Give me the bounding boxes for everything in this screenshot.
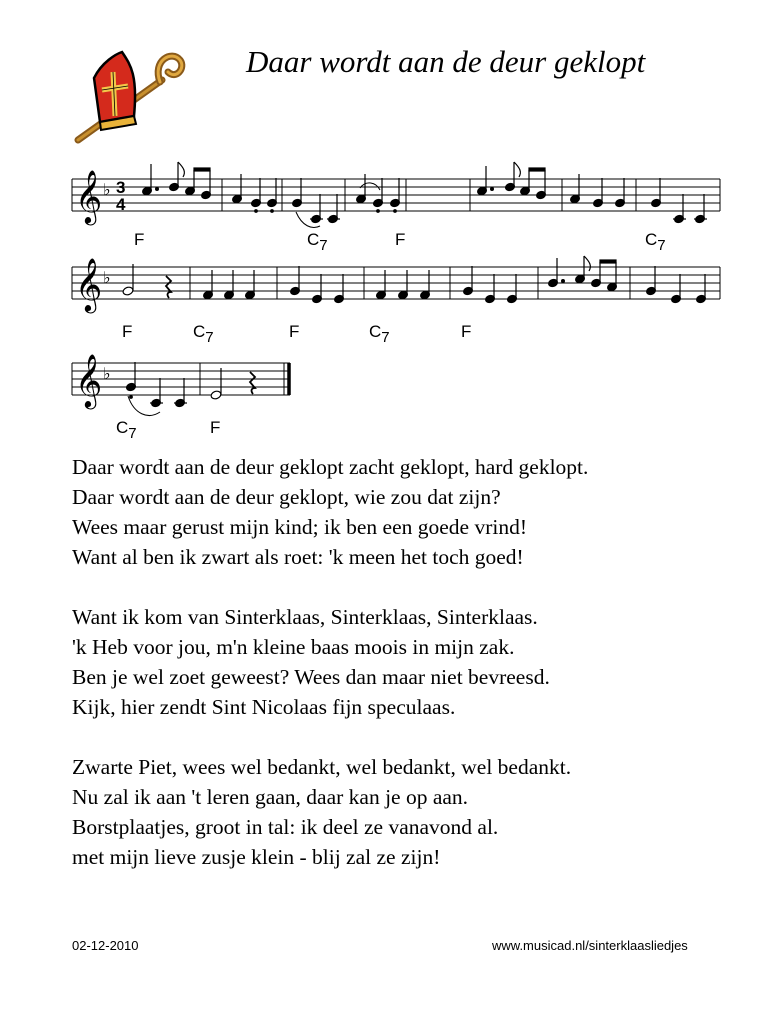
treble-clef-icon: 𝄞 bbox=[75, 257, 103, 311]
flat-icon: ♭ bbox=[103, 268, 111, 287]
lyric-line: Want ik kom van Sinterklaas, Sinterklaas, Sinterklaas. bbox=[72, 605, 538, 629]
chord-label: F bbox=[134, 230, 145, 249]
lyric-line: Borstplaatjes, groot in tal: ik deel ze vanavond al. bbox=[72, 815, 499, 839]
notes-system-3 bbox=[126, 362, 255, 415]
chord-label: F bbox=[289, 322, 300, 341]
verse-1 bbox=[72, 452, 588, 572]
chord-label: F bbox=[210, 418, 221, 437]
chord-label: F bbox=[395, 230, 406, 249]
time-signature-top: 3 bbox=[116, 178, 126, 197]
lyric-line: 'k Heb voor jou, m'n kleine baas moois in mijn zak. bbox=[72, 635, 515, 659]
time-signature-bottom: 4 bbox=[116, 195, 126, 214]
chord-label: F bbox=[461, 322, 472, 341]
footer-url[interactable]: www.musicad.nl/sinterklaasliedjes bbox=[492, 938, 688, 953]
lyric-line: Kijk, hier zendt Sint Nicolaas fijn speculaas. bbox=[72, 695, 456, 719]
flat-icon: ♭ bbox=[103, 364, 111, 383]
verse-3 bbox=[72, 752, 588, 872]
lyric-line: Nu zal ik aan 't leren gaan, daar kan je op aan. bbox=[72, 785, 469, 809]
chord-label: C7 bbox=[193, 322, 214, 346]
sheet-music bbox=[0, 0, 768, 450]
footer-date: 02-12-2010 bbox=[72, 938, 139, 953]
verse-2 bbox=[72, 602, 588, 722]
lyric-line: Ben je wel zoet geweest? Wees dan maar niet bevreesd. bbox=[72, 665, 550, 689]
chord-label: F bbox=[122, 322, 133, 341]
lyric-line: Daar wordt aan de deur geklopt, wie zou dat zijn? bbox=[72, 485, 501, 509]
chord-label: C7 bbox=[645, 230, 666, 254]
lyric-line: met mijn lieve zusje klein - blij zal ze zijn! bbox=[72, 845, 441, 869]
chord-label: C7 bbox=[307, 230, 328, 254]
lyric-line: Wees maar gerust mijn kind; ik ben een goede vrind! bbox=[72, 515, 528, 539]
chord-label: C7 bbox=[116, 418, 137, 442]
song-title: Daar wordt aan de deur geklopt bbox=[246, 44, 646, 79]
chord-label: C7 bbox=[369, 322, 390, 346]
lyrics bbox=[72, 452, 588, 902]
treble-clef-icon: 𝄞 bbox=[75, 169, 103, 223]
lyric-line: Zwarte Piet, wees wel bedankt, wel bedankt, wel bedankt. bbox=[72, 755, 572, 779]
lyric-line: Want al ben ik zwart als roet: 'k meen het toch goed! bbox=[72, 545, 524, 569]
lyric-line: Daar wordt aan de deur geklopt zacht geklopt, hard geklopt. bbox=[72, 455, 589, 479]
treble-clef-icon: 𝄞 bbox=[75, 353, 103, 407]
flat-icon: ♭ bbox=[103, 180, 111, 199]
notes-system-2 bbox=[122, 256, 706, 304]
